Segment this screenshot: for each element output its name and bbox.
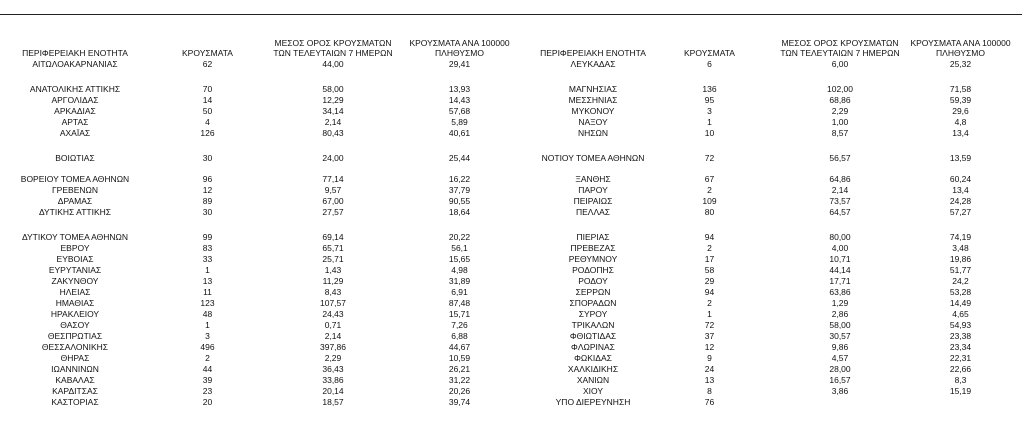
- row-per-right: 13,4: [952, 128, 969, 138]
- row-cases-right: 8: [707, 386, 712, 396]
- row-unit-right: ΠΕΙΡΑΙΩΣ: [573, 196, 613, 206]
- row-avg-right: 63,86: [829, 287, 851, 297]
- row-avg-left: 36,43: [322, 364, 344, 374]
- row-cases-left: 12: [202, 185, 213, 195]
- row-avg-left: 77,14: [322, 174, 344, 184]
- row-cases-left: 123: [200, 298, 215, 308]
- row-per-left: 4,98: [451, 265, 468, 275]
- row-unit-right: ΜΥΚΟΝΟΥ: [571, 106, 615, 116]
- row-avg-left: 11,29: [322, 276, 344, 286]
- row-unit-left: ΒΟΡΕΙΟΥ ΤΟΜΕΑ ΑΘΗΝΩΝ: [20, 174, 130, 184]
- row-per-right: 8,3: [954, 375, 967, 385]
- row-avg-left: 44,00: [322, 59, 344, 69]
- row-avg-left: 69,14: [322, 232, 344, 242]
- row-avg-right: 73,57: [829, 196, 851, 206]
- row-avg-right: 64,57: [829, 207, 851, 217]
- row-cases-left: 96: [202, 174, 213, 184]
- row-cases-left: 30: [202, 153, 213, 163]
- row-unit-left: ΑΝΑΤΟΛΙΚΗΣ ΑΤΤΙΚΗΣ: [29, 84, 121, 94]
- row-unit-left: ΕΥΒΟΙΑΣ: [56, 254, 94, 264]
- row-cases-right: 2: [707, 298, 712, 308]
- row-unit-right: ΧΑΛΚΙΔΙΚΗΣ: [567, 364, 619, 374]
- row-avg-left: 33,86: [322, 375, 344, 385]
- row-cases-right: 9: [707, 353, 712, 363]
- row-per-left: 16,22: [448, 174, 471, 184]
- row-per-left: 31,89: [448, 276, 471, 286]
- row-unit-right: ΝΑΞΟΥ: [578, 117, 608, 127]
- row-cases-left: 23: [202, 386, 213, 396]
- row-unit-left: ΗΛΕΙΑΣ: [59, 287, 91, 297]
- row-avg-right: 8,57: [831, 128, 849, 138]
- row-avg-left: 25,71: [322, 254, 344, 264]
- row-avg-right: 44,14: [829, 265, 851, 275]
- row-cases-right: 13: [704, 375, 715, 385]
- row-cases-right: 3: [707, 106, 712, 116]
- row-cases-right: 72: [704, 320, 715, 330]
- row-cases-left: 70: [202, 84, 213, 94]
- row-unit-right: ΡΟΔΟΠΗΣ: [572, 265, 614, 275]
- row-cases-right: 10: [704, 128, 715, 138]
- row-per-left: 10,59: [448, 353, 471, 363]
- row-unit-left: ΘΕΣΣΑΛΟΝΙΚΗΣ: [41, 342, 109, 352]
- row-unit-left: ΙΩΑΝΝΙΝΩΝ: [51, 364, 99, 374]
- row-cases-right: 1: [707, 117, 712, 127]
- header-avg-right-1: ΜΕΣΟΣ ΟΡΟΣ ΚΡΟΥΣΜΑΤΩΝ: [781, 38, 899, 48]
- row-cases-right: 24: [704, 364, 715, 374]
- row-unit-right: ΠΕΛΛΑΣ: [575, 207, 611, 217]
- row-per-left: 26,21: [448, 364, 471, 374]
- row-per-right: 22,31: [949, 353, 972, 363]
- row-unit-left: ΑΡΓΟΛΙΔΑΣ: [51, 95, 99, 105]
- row-per-right: 23,34: [949, 342, 972, 352]
- row-cases-right: 109: [702, 196, 717, 206]
- row-per-right: 22,66: [949, 364, 972, 374]
- row-unit-right: ΦΩΚΙΔΑΣ: [574, 353, 612, 363]
- header-per-left-1: ΚΡΟΥΣΜΑΤΑ ΑΝΑ 100000: [409, 38, 510, 48]
- row-cases-left: 99: [202, 232, 213, 242]
- row-unit-left: ΗΜΑΘΙΑΣ: [55, 298, 95, 308]
- row-unit-left: ΓΡΕΒΕΝΩΝ: [52, 185, 98, 195]
- row-per-left: 29,41: [448, 59, 471, 69]
- row-cases-right: 1: [707, 309, 712, 319]
- row-avg-right: 58,00: [829, 320, 851, 330]
- row-cases-left: 39: [202, 375, 213, 385]
- row-avg-right: 1,00: [831, 117, 849, 127]
- row-unit-left: ΑΡΚΑΔΙΑΣ: [54, 106, 96, 116]
- row-cases-right: 80: [704, 207, 715, 217]
- row-unit-right: ΧΙΟΥ: [582, 386, 604, 396]
- row-unit-left: ΘΗΡΑΣ: [60, 353, 90, 363]
- row-cases-right: 67: [704, 174, 715, 184]
- row-avg-left: 80,43: [322, 128, 344, 138]
- row-cases-left: 3: [205, 331, 210, 341]
- row-cases-right: 94: [704, 287, 715, 297]
- row-per-right: 71,58: [949, 84, 972, 94]
- row-cases-left: 33: [202, 254, 213, 264]
- row-unit-right: ΣΥΡΟΥ: [578, 309, 608, 319]
- header-unit-left: ΠΕΡΙΦΕΡΕΙΑΚΗ ΕΝΟΤΗΤΑ: [22, 48, 128, 58]
- row-avg-right: 6,00: [831, 59, 849, 69]
- row-per-right: 13,59: [949, 153, 972, 163]
- row-per-right: 29,6: [952, 106, 969, 116]
- row-per-left: 15,65: [448, 254, 471, 264]
- row-cases-right: 2: [707, 185, 712, 195]
- header-per-left-2: ΠΛΗΘΥΣΜΟ: [435, 48, 484, 58]
- row-unit-right: ΣΕΡΡΩΝ: [575, 287, 611, 297]
- row-per-left: 87,48: [448, 298, 471, 308]
- row-avg-right: 3,86: [831, 386, 849, 396]
- row-per-left: 20,26: [448, 386, 471, 396]
- row-unit-right: ΝΗΣΩΝ: [577, 128, 609, 138]
- row-per-left: 90,55: [448, 196, 471, 206]
- header-unit-right: ΠΕΡΙΦΕΡΕΙΑΚΗ ΕΝΟΤΗΤΑ: [540, 48, 646, 58]
- row-per-right: 4,8: [954, 117, 967, 127]
- row-unit-left: ΗΡΑΚΛΕΙΟΥ: [50, 309, 100, 319]
- row-unit-right: ΥΠΟ ΔΙΕΡΕΥΝΗΣΗ: [555, 397, 631, 407]
- row-per-right: 15,19: [949, 386, 972, 396]
- row-unit-right: ΡΕΘΥΜΝΟΥ: [568, 254, 618, 264]
- row-avg-right: 9,86: [831, 342, 849, 352]
- row-per-right: 24,2: [952, 276, 969, 286]
- row-unit-right: ΣΠΟΡΑΔΩΝ: [569, 298, 617, 308]
- header-avg-left-2: ΤΩΝ ΤΕΛΕΥΤΑΙΩΝ 7 ΗΜΕΡΩΝ: [273, 48, 393, 58]
- row-avg-left: 20,14: [322, 386, 344, 396]
- header-avg-right-2: ΤΩΝ ΤΕΛΕΥΤΑΙΩΝ 7 ΗΜΕΡΩΝ: [780, 48, 900, 58]
- row-per-left: 18,64: [448, 207, 471, 217]
- row-per-left: 56,1: [451, 243, 468, 253]
- row-avg-left: 12,29: [322, 95, 344, 105]
- row-avg-left: 9,57: [324, 185, 342, 195]
- row-unit-right: ΠΙΕΡΙΑΣ: [576, 232, 610, 242]
- row-cases-left: 83: [202, 243, 213, 253]
- row-per-right: 51,77: [949, 265, 972, 275]
- header-cases-left: ΚΡΟΥΣΜΑΤΑ: [182, 48, 233, 58]
- row-unit-right: ΧΑΝΙΩΝ: [576, 375, 610, 385]
- row-avg-left: 24,00: [322, 153, 344, 163]
- row-avg-left: 397,86: [320, 342, 346, 352]
- row-avg-right: 28,00: [829, 364, 851, 374]
- row-per-left: 25,44: [448, 153, 471, 163]
- row-cases-right: 29: [704, 276, 715, 286]
- row-cases-left: 62: [202, 59, 213, 69]
- row-avg-right: 102,00: [827, 84, 853, 94]
- row-unit-right: ΜΕΣΣΗΝΙΑΣ: [568, 95, 618, 105]
- row-cases-left: 1: [205, 265, 210, 275]
- row-per-right: 53,28: [949, 287, 972, 297]
- row-avg-right: 4,00: [831, 243, 849, 253]
- row-unit-right: ΞΑΝΘΗΣ: [575, 174, 611, 184]
- row-cases-left: 1: [205, 320, 210, 330]
- row-cases-left: 89: [202, 196, 213, 206]
- row-per-right: 25,32: [949, 59, 972, 69]
- row-per-right: 57,27: [949, 207, 972, 217]
- row-cases-left: 11: [203, 287, 212, 297]
- row-avg-left: 18,57: [322, 397, 344, 407]
- row-cases-right: 76: [704, 397, 715, 407]
- row-unit-left: ΔΥΤΙΚΟΥ ΤΟΜΕΑ ΑΘΗΝΩΝ: [21, 232, 129, 242]
- row-cases-left: 13: [202, 276, 213, 286]
- row-per-right: 60,24: [949, 174, 972, 184]
- row-cases-left: 20: [202, 397, 213, 407]
- row-avg-right: 2,14: [831, 185, 849, 195]
- row-avg-left: 65,71: [322, 243, 344, 253]
- row-cases-right: 72: [704, 153, 715, 163]
- row-per-left: 20,22: [448, 232, 471, 242]
- row-per-left: 15,71: [448, 309, 471, 319]
- top-rule: [0, 14, 1022, 15]
- row-cases-left: 50: [202, 106, 213, 116]
- row-per-left: 6,88: [451, 331, 468, 341]
- row-per-right: 13,4: [952, 185, 969, 195]
- row-avg-right: 64,86: [829, 174, 851, 184]
- row-unit-left: ΕΒΡΟΥ: [60, 243, 90, 253]
- row-per-left: 31,22: [448, 375, 471, 385]
- row-per-left: 44,67: [448, 342, 471, 352]
- row-unit-left: ΑΡΤΑΣ: [61, 117, 89, 127]
- header-per-right-2: ΠΛΗΘΥΣΜΟ: [936, 48, 985, 58]
- row-avg-left: 24,43: [322, 309, 344, 319]
- row-cases-left: 14: [202, 95, 213, 105]
- row-per-left: 7,26: [451, 320, 468, 330]
- header-cases-right: ΚΡΟΥΣΜΑΤΑ: [684, 48, 735, 58]
- row-per-right: 74,19: [949, 232, 972, 242]
- row-per-right: 19,86: [949, 254, 972, 264]
- row-per-right: 23,38: [949, 331, 972, 341]
- row-avg-right: 1,29: [831, 298, 849, 308]
- row-cases-right: 136: [702, 84, 717, 94]
- row-avg-right: 30,57: [829, 331, 851, 341]
- header-per-right-1: ΚΡΟΥΣΜΑΤΑ ΑΝΑ 100000: [910, 38, 1011, 48]
- row-unit-right: ΦΘΙΩΤΙΔΑΣ: [569, 331, 617, 341]
- row-unit-left: ΔΥΤΙΚΗΣ ΑΤΤΙΚΗΣ: [38, 207, 112, 217]
- row-avg-right: 16,57: [829, 375, 851, 385]
- row-unit-right: ΝΟΤΙΟΥ ΤΟΜΕΑ ΑΘΗΝΩΝ: [541, 153, 645, 163]
- row-unit-right: ΦΛΩΡΙΝΑΣ: [571, 342, 615, 352]
- row-per-left: 40,61: [448, 128, 471, 138]
- row-avg-left: 2,29: [324, 353, 342, 363]
- row-avg-right: 80,00: [829, 232, 851, 242]
- row-cases-left: 126: [200, 128, 215, 138]
- row-cases-right: 37: [704, 331, 715, 341]
- row-avg-left: 8,43: [324, 287, 342, 297]
- row-cases-left: 30: [202, 207, 213, 217]
- row-unit-right: ΤΡΙΚΑΛΩΝ: [571, 320, 615, 330]
- row-per-right: 54,93: [949, 320, 972, 330]
- row-avg-right: 2,29: [831, 106, 849, 116]
- row-cases-left: 48: [202, 309, 213, 319]
- row-unit-left: ΘΑΣΟΥ: [60, 320, 90, 330]
- row-avg-left: 1,43: [324, 265, 342, 275]
- row-per-left: 6,91: [451, 287, 468, 297]
- row-per-left: 5,89: [451, 117, 468, 127]
- row-unit-left: ΘΕΣΠΡΩΤΙΑΣ: [47, 331, 103, 341]
- row-unit-right: ΡΟΔΟΥ: [578, 276, 608, 286]
- row-cases-right: 17: [704, 254, 715, 264]
- row-cases-right: 6: [707, 59, 712, 69]
- row-avg-left: 2,14: [324, 331, 342, 341]
- row-per-right: 24,28: [949, 196, 972, 206]
- row-unit-left: ΚΑΒΑΛΑΣ: [55, 375, 95, 385]
- header-avg-left-1: ΜΕΣΟΣ ΟΡΟΣ ΚΡΟΥΣΜΑΤΩΝ: [274, 38, 392, 48]
- row-avg-left: 27,57: [322, 207, 344, 217]
- row-avg-left: 2,14: [324, 117, 342, 127]
- row-unit-left: ΚΑΡΔΙΤΣΑΣ: [52, 386, 98, 396]
- row-cases-right: 58: [704, 265, 715, 275]
- row-cases-right: 12: [704, 342, 715, 352]
- row-avg-left: 34,14: [322, 106, 344, 116]
- row-avg-right: 68,86: [829, 95, 851, 105]
- row-cases-left: 2: [205, 353, 210, 363]
- row-unit-left: ΒΟΙΩΤΙΑΣ: [55, 153, 95, 163]
- row-avg-right: 56,57: [829, 153, 851, 163]
- row-unit-right: ΛΕΥΚΑΔΑΣ: [570, 59, 616, 69]
- row-per-right: 4,65: [952, 309, 969, 319]
- row-avg-right: 10,71: [829, 254, 851, 264]
- row-cases-right: 94: [704, 232, 715, 242]
- row-per-right: 3,48: [952, 243, 969, 253]
- row-avg-right: 2,86: [831, 309, 849, 319]
- row-per-right: 14,49: [949, 298, 972, 308]
- row-cases-left: 4: [205, 117, 210, 127]
- row-per-left: 37,79: [448, 185, 471, 195]
- row-unit-left: ΑΧΑΪΑΣ: [59, 128, 91, 138]
- row-avg-right: 4,57: [831, 353, 849, 363]
- row-unit-right: ΜΑΓΝΗΣΙΑΣ: [568, 84, 618, 94]
- row-per-left: 14,43: [448, 95, 471, 105]
- row-avg-left: 58,00: [322, 84, 344, 94]
- row-unit-left: ΕΥΡΥΤΑΝΙΑΣ: [48, 265, 102, 275]
- row-avg-left: 67,00: [322, 196, 344, 206]
- row-cases-right: 95: [704, 95, 715, 105]
- row-unit-left: ΔΡΑΜΑΣ: [57, 196, 93, 206]
- row-unit-left: ΑΙΤΩΛΟΑΚΑΡΝΑΝΙΑΣ: [32, 59, 118, 69]
- row-unit-left: ΖΑΚΥΝΘΟΥ: [51, 276, 99, 286]
- row-avg-left: 107,57: [320, 298, 346, 308]
- row-per-left: 57,68: [448, 106, 471, 116]
- row-cases-right: 2: [707, 243, 712, 253]
- row-per-left: 13,93: [448, 84, 471, 94]
- row-avg-right: 17,71: [829, 276, 851, 286]
- row-per-left: 39,74: [448, 397, 471, 407]
- row-cases-left: 44: [202, 364, 213, 374]
- row-unit-left: ΚΑΣΤΟΡΙΑΣ: [51, 397, 99, 407]
- row-unit-right: ΠΑΡΟΥ: [578, 185, 608, 195]
- row-unit-right: ΠΡΕΒΕΖΑΣ: [570, 243, 616, 253]
- row-cases-left: 496: [200, 342, 215, 352]
- row-avg-left: 0,71: [324, 320, 342, 330]
- row-per-right: 59,39: [949, 95, 972, 105]
